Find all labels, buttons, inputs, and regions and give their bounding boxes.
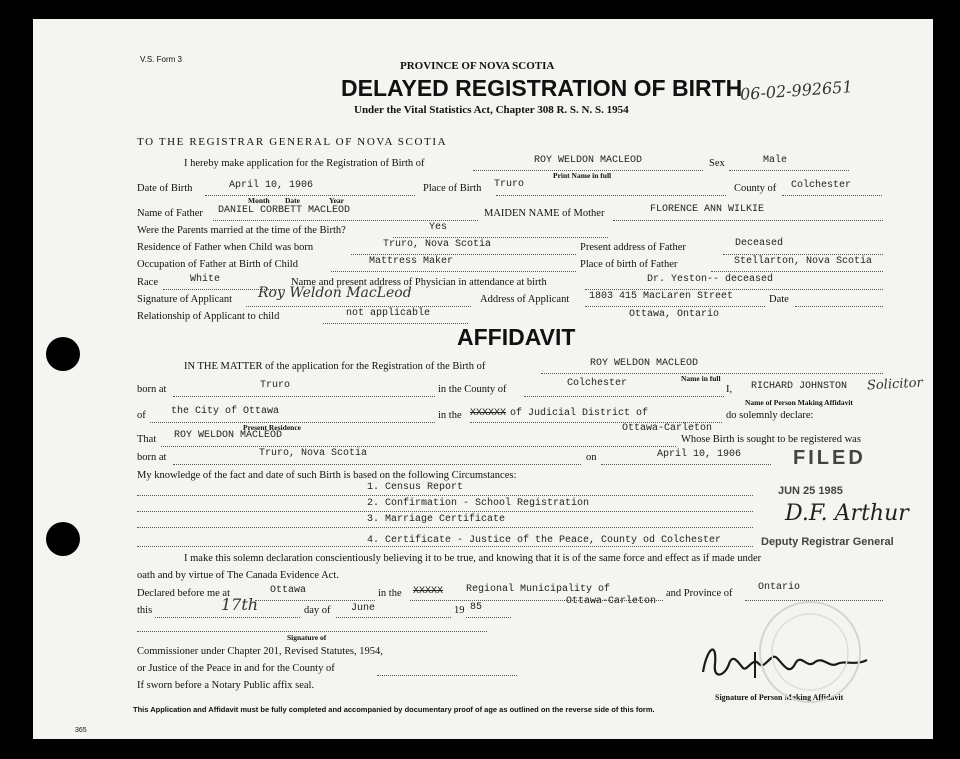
province-heading: PROVINCE OF NOVA SCOTIA: [400, 60, 555, 72]
race-label: Race: [137, 277, 158, 288]
signature-person-label: Signature of Person Making Affidavit: [715, 693, 844, 702]
circumstance-item: 3. Marriage Certificate: [367, 514, 506, 525]
month-label: Month: [248, 196, 270, 205]
intro-label: I hereby make application for the Registration of Birth of: [184, 158, 425, 169]
whose-birth-label: Whose Birth is sought to be registered was: [681, 434, 861, 445]
solemn-declaration-1: I make this solemn declaration conscientiously believing it to be true, and knowing that it is of the same force and effect as if made under: [184, 553, 762, 564]
county-label: County of: [734, 183, 777, 194]
affidavit-name-value: ROY WELDON MACLEOD: [590, 358, 699, 369]
father-pob-label: Place of birth of Father: [580, 259, 678, 270]
punch-hole: [46, 337, 80, 371]
pob-label: Place of Birth: [423, 183, 482, 194]
region-value-2: Ottawa-Carleton: [566, 596, 657, 607]
year-label: Year: [329, 196, 344, 205]
date-label-2: Date: [769, 294, 789, 305]
born-at-2-label: born at: [137, 452, 167, 463]
month-value: June: [351, 603, 376, 614]
knowledge-label: My knowledge of the fact and date of such Birth is based on the following Circumstances:: [137, 470, 517, 481]
sex-value: Male: [763, 155, 788, 166]
occupation-value: Mattress Maker: [369, 256, 454, 267]
circumstance-item: 1. Census Report: [367, 482, 464, 493]
present-address-label: Present address of Father: [580, 242, 686, 253]
county-value: Colchester: [791, 180, 852, 191]
registration-number: 06-02-992651: [739, 77, 854, 104]
sex-label: Sex: [709, 158, 725, 169]
footer-note: This Application and Affidavit must be fully completed and accompanied by documentary proof of age as outlined on the reverse side of this form.: [133, 705, 655, 714]
applicant-signature: Roy Weldon MacLeod: [258, 285, 412, 301]
in-the-label: in the: [438, 410, 462, 421]
document-title: DELAYED REGISTRATION OF BIRTH: [341, 75, 743, 101]
residence-father-value: Truro, Nova Scotia: [383, 239, 492, 250]
circumstance-item: 4. Certificate - Justice of the Peace, County od Colchester: [367, 535, 722, 546]
act-reference: Under the Vital Statistics Act, Chapter 308 R. S. N. S. 1954: [354, 104, 629, 116]
dob-value: April 10, 1906: [229, 180, 314, 191]
that-name-value: ROY WELDON MACLEOD: [174, 430, 283, 441]
physician-value: Dr. Yeston-- deceased: [647, 274, 774, 285]
married-label: Were the Parents married at the time of the Birth?: [137, 225, 346, 236]
affidavit-county-value: Colchester: [567, 378, 628, 389]
province-label: and Province of: [666, 588, 733, 599]
father-pob-value: Stellarton, Nova Scotia: [734, 256, 873, 267]
deputy-registrar-stamp: Deputy Registrar General: [761, 536, 894, 548]
province-value: Ontario: [758, 582, 801, 593]
address-applicant-label: Address of Applicant: [480, 294, 570, 305]
declared-label: Declared before me at: [137, 588, 230, 599]
in-the-2-label: in the: [378, 588, 402, 599]
declared-at-value: Ottawa: [270, 585, 307, 596]
struck-text-2: XXXXX: [413, 586, 444, 597]
present-address-value: Deceased: [735, 238, 784, 249]
residence-value: the City of Ottawa: [171, 406, 280, 417]
circumstance-item: 2. Confirmation - School Registration: [367, 498, 590, 509]
print-name-label: Print Name in full: [553, 171, 612, 180]
district-value: Ottawa-Carleton: [622, 423, 713, 434]
relationship-value: not applicable: [346, 308, 431, 319]
struck-text-1: XXXXXX: [470, 408, 507, 419]
mother-value: FLORENCE ANN WILKIE: [650, 204, 765, 215]
mother-label: MAIDEN NAME of Mother: [484, 208, 605, 219]
on-label: on: [586, 452, 597, 463]
signature-applicant-label: Signature of Applicant: [137, 294, 233, 305]
child-name-value: ROY WELDON MACLEOD: [534, 155, 643, 166]
notary-label: If sworn before a Notary Public affix seal.: [137, 680, 315, 691]
of-label: of: [137, 410, 146, 421]
embossed-seal: [755, 597, 865, 707]
registrar-initials: D.F. Arthur: [785, 501, 909, 526]
signature-of-label: Signature of: [287, 633, 327, 642]
affidavit-heading: AFFIDAVIT: [457, 324, 576, 350]
justice-label: or Justice of the Peace in and for the County of: [137, 663, 335, 674]
solemn-declaration-2: oath and by virtue of The Canada Evidence Act.: [137, 570, 339, 581]
declare-label: do solemnly declare:: [726, 410, 814, 421]
filed-date-stamp: JUN 25 1985: [778, 485, 843, 497]
deponent-title: Solicitor: [866, 375, 924, 394]
that-label: That: [137, 434, 157, 445]
dob-label: Date of Birth: [137, 183, 193, 194]
footer-code: 365: [75, 727, 87, 734]
present-residence-label: Present Residence: [243, 423, 301, 432]
father-value: DANIEL CORBETT MACLEOD: [218, 205, 351, 216]
region-value: Regional Municipality of: [466, 584, 611, 595]
name-full-label: Name in full: [681, 374, 721, 383]
year-prefix: 19: [454, 605, 465, 616]
born-at-value: Truro: [260, 380, 291, 391]
certificate-paper: [33, 19, 933, 739]
in-county-label: in the County of: [438, 384, 507, 395]
punch-hole: [46, 522, 80, 556]
born-at-2-value: Truro, Nova Scotia: [259, 448, 368, 459]
commissioner-label: Commissioner under Chapter 201, Revised Statutes, 1954,: [137, 646, 383, 657]
physician-label: Name and present address of Physician in attendance at birth: [291, 277, 547, 288]
relationship-label: Relationship of Applicant to child: [137, 311, 280, 322]
date-label: Date: [285, 196, 300, 205]
form-number: V.S. Form 3: [140, 55, 182, 64]
married-value: Yes: [429, 222, 448, 233]
matter-label: IN THE MATTER of the application for the Registration of the Birth of: [184, 361, 486, 372]
race-value: White: [190, 274, 221, 285]
year-value: 85: [470, 602, 483, 613]
residence-father-label: Residence of Father when Child was born: [137, 242, 314, 253]
deponent-value: RICHARD JOHNSTON: [751, 381, 848, 392]
born-at-label: born at: [137, 384, 167, 395]
addressee-line: TO THE REGISTRAR GENERAL OF NOVA SCOTIA: [137, 136, 448, 148]
deponent-note: Name of Person Making Affidavit: [745, 398, 853, 407]
pob-value: Truro: [494, 179, 525, 190]
filed-stamp: FILED: [793, 447, 866, 469]
on-date-value: April 10, 1906: [657, 449, 742, 460]
day-of-label: day of: [304, 605, 331, 616]
judicial-text: of Judicial District of: [510, 408, 649, 419]
occupation-label: Occupation of Father at Birth of Child: [137, 259, 298, 270]
address-applicant-value: 1803 415 MacLaren Street: [589, 291, 734, 302]
this-label: this: [137, 605, 153, 616]
father-label: Name of Father: [137, 208, 203, 219]
day-value: 17th: [221, 595, 259, 614]
i-label: I,: [726, 384, 733, 395]
address-applicant-city: Ottawa, Ontario: [629, 309, 720, 320]
